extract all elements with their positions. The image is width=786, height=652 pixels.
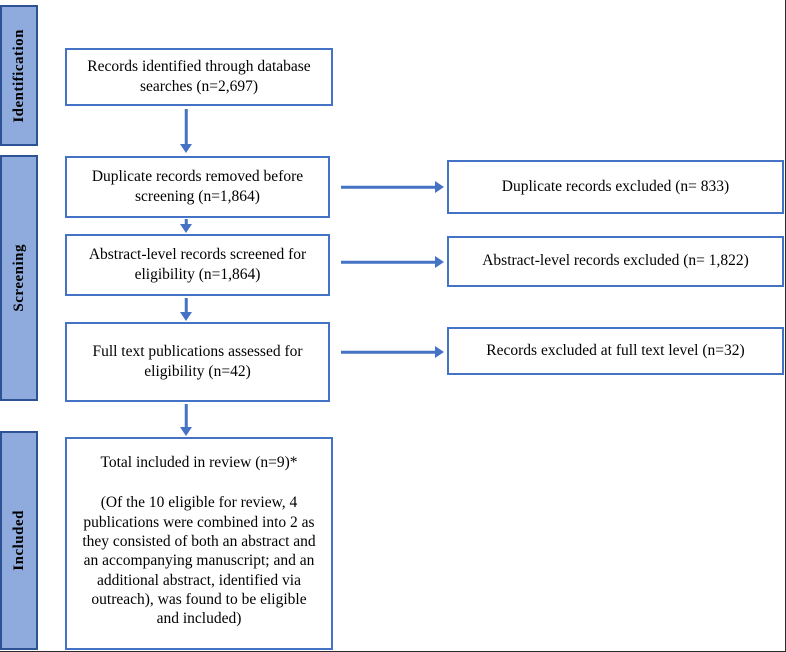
box-records-identified-text: Records identified through database searches (n=2,697) xyxy=(87,57,311,95)
arrow-head-icon xyxy=(180,312,192,321)
stage-screening xyxy=(0,155,38,401)
stage-screening-label: Screening xyxy=(10,244,27,312)
box-duplicates-excluded xyxy=(447,160,784,214)
arrow-head-icon xyxy=(180,427,192,436)
arrow-line xyxy=(341,351,436,354)
stage-included-label: Included xyxy=(10,510,27,571)
box-abstract-excluded-text: Abstract-level records excluded (n= 1,822) xyxy=(482,252,749,270)
arrow-line xyxy=(185,109,188,145)
arrow-head-icon xyxy=(435,346,444,358)
stage-identification-label: Identification xyxy=(10,28,27,123)
arrow-right-duplicates-excluded xyxy=(341,181,444,193)
arrow-head-icon xyxy=(180,144,192,153)
arrow-right-abstract-excluded xyxy=(341,256,444,268)
arrow-down-abstract-to-fulltext xyxy=(180,298,192,321)
arrow-head-icon xyxy=(180,224,192,233)
box-total-included-title: Total included in review (n=9)* xyxy=(100,454,298,471)
box-fulltext-assessed-text: Full text publications assessed for eligibility (n=42) xyxy=(92,342,303,380)
stage-identification xyxy=(0,5,38,146)
arrow-down-identified-to-duplicates xyxy=(180,109,192,153)
box-fulltext-excluded-text: Records excluded at full text level (n=32) xyxy=(486,341,745,359)
arrow-line xyxy=(185,404,188,428)
box-abstract-screened-text: Abstract-level records screened for eligibility (n=1,864) xyxy=(88,245,307,283)
arrow-line xyxy=(341,261,436,264)
arrow-line xyxy=(341,186,436,189)
arrow-head-icon xyxy=(435,256,444,268)
box-total-included xyxy=(65,437,333,650)
arrow-head-icon xyxy=(435,181,444,193)
box-fulltext-assessed xyxy=(65,322,330,402)
arrow-line xyxy=(185,298,188,313)
box-total-included-detail: (Of the 10 eligible for review, 4 publications were combined into 2 as they consisted of both an abstract and an accompanying manuscript; and an additional abstract, identified via outreach), was found to be eligible and included) xyxy=(82,494,316,628)
arrow-down-fulltext-to-included xyxy=(180,404,192,436)
box-records-identified xyxy=(65,48,333,106)
box-duplicates-excluded-text: Duplicate records excluded (n= 833) xyxy=(501,177,730,195)
box-abstract-screened xyxy=(65,234,330,296)
box-abstract-excluded xyxy=(447,236,784,287)
stage-included xyxy=(0,431,38,650)
arrow-right-fulltext-excluded xyxy=(341,346,444,358)
box-duplicates-removed-text: Duplicate records removed before screening (n=1,864) xyxy=(91,167,304,205)
box-duplicates-removed xyxy=(65,156,330,218)
box-fulltext-excluded xyxy=(447,327,784,375)
arrow-down-duplicates-to-abstract xyxy=(180,219,192,233)
